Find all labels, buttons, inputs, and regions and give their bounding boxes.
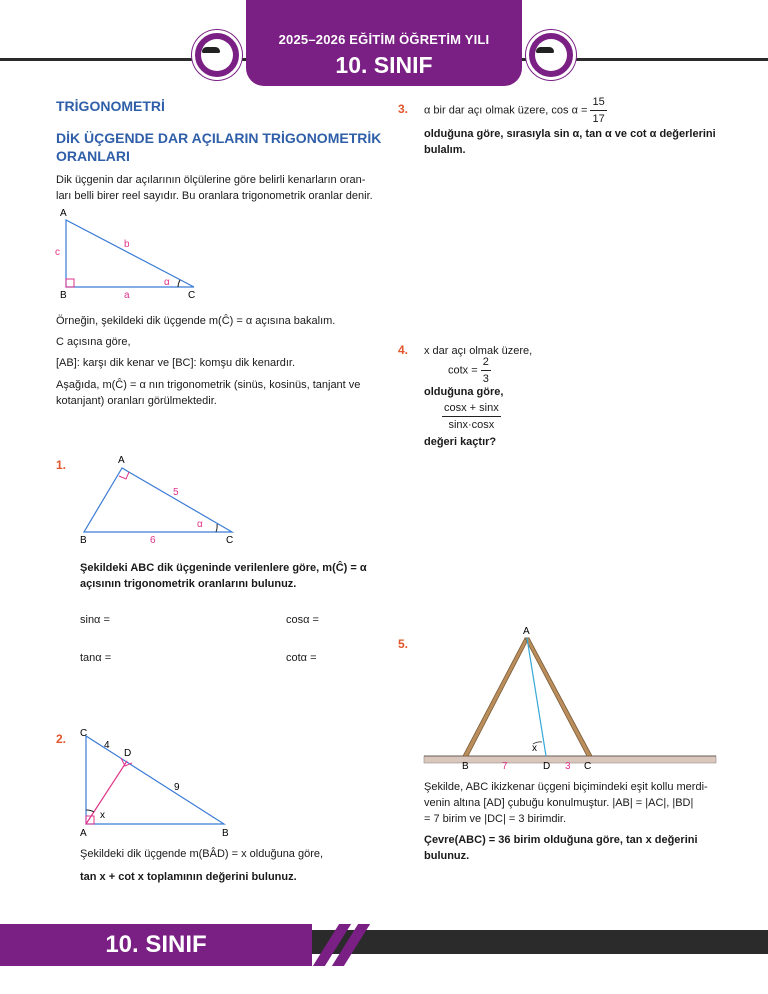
q1-cos: cosα =: [286, 614, 319, 626]
intro-line-2: ları belli birer reel sayıdır. Bu oranlara trigonometrik oranlar denir.: [56, 190, 373, 202]
q1-text-2: açısının trigonometrik oranlarını bulunuz.: [80, 578, 297, 590]
label-B: B: [60, 290, 67, 301]
q4-cot-fraction: [481, 354, 491, 387]
label-a: a: [124, 290, 130, 301]
q4-text-1: x dar açı olmak üzere,: [424, 345, 533, 357]
q5-text-2: venin altına [AD] çubuğu konulmuştur. |AB| = |AC|, |BD|: [424, 797, 694, 809]
intro-line-1: Dik üçgenin dar açılarının ölçülerine göre belirli kenarların oran-: [56, 174, 366, 186]
section-subtitle-1: DİK ÜÇGENDE DAR AÇILARIN TRİGONOMETRİK: [56, 130, 382, 146]
q5-label-A: A: [523, 626, 530, 637]
q5-text-4: Çevre(ABC) = 36 birim olduğuna göre, tan x değerini: [424, 834, 698, 846]
q4-expr-den: sinx·cosx: [448, 419, 495, 431]
q2-label-A: A: [80, 828, 87, 838]
q5-ladder-figure: [422, 624, 718, 772]
q1-side-6: 6: [150, 535, 156, 544]
q3-line-1: [424, 94, 607, 127]
q2-text-1: Şekildeki dik üçgende m(BÂD) = x olduğuna göre,: [80, 848, 324, 860]
q2-number: 2.: [56, 732, 67, 746]
q5-dc-3: 3: [565, 761, 571, 772]
section-title: TRİGONOMETRİ: [56, 98, 165, 114]
q2-text-2: tan x + cot x toplamının değerini bulunuz.: [80, 871, 297, 883]
q1-sin: sinα =: [80, 614, 110, 626]
q4-expr-fraction: [442, 400, 501, 433]
q3-number: 3.: [398, 102, 409, 116]
q5-text-1: Şekilde, ABC ikizkenar üçgeni biçimindeki eşit kollu merdi-: [424, 781, 708, 793]
explain-line-2: C açısına göre,: [56, 336, 131, 348]
q4-cot-pre: cotx =: [448, 364, 478, 377]
grade-title: 10. SINIF: [335, 52, 433, 78]
logo-badge-right: [526, 30, 576, 80]
q2-label-C: C: [80, 728, 88, 739]
q3-frac-num: 15: [590, 94, 606, 111]
label-C: C: [188, 290, 196, 301]
q4-text-3: değeri kaçtır?: [424, 436, 497, 448]
mustache-icon: [202, 47, 220, 53]
q1-side-5: 5: [173, 487, 179, 498]
q5-label-B: B: [462, 761, 469, 772]
q2-side-4: 4: [104, 740, 110, 751]
q4-text-2: olduğuna göre,: [424, 386, 504, 398]
mustache-icon: [536, 47, 554, 53]
q2-label-D: D: [124, 748, 132, 759]
q3-frac-den: 17: [592, 113, 605, 125]
q3-text-3: bulalım.: [424, 144, 466, 156]
q5-angle-x: x: [532, 743, 537, 754]
q2-side-9: 9: [174, 782, 180, 793]
q5-bd-7: 7: [502, 761, 508, 772]
intro-triangle-figure: [50, 205, 210, 305]
explain-line-3: [AB]: karşı dik kenar ve [BC]: komşu dik kenardır.: [56, 357, 296, 369]
q4-expr-num: cosx + sinx: [442, 400, 501, 417]
q3-text-pre: α bir dar açı olmak üzere, cos α =: [424, 104, 588, 117]
explain-line-5: kotanjant) oranları görülmektedir.: [56, 395, 217, 407]
q4-cot-line: [448, 354, 491, 387]
explain-line-1: Örneğin, şekildeki dik üçgende m(Ĉ) = α açısına bakalım.: [56, 315, 336, 327]
q2-label-B: B: [222, 828, 229, 838]
year-title: 2025–2026 EĞİTİM ÖĞRETİM YILI: [278, 32, 490, 47]
q2-angle-x: x: [100, 810, 105, 821]
q1-cot: cotα =: [286, 652, 317, 664]
q1-label-C: C: [226, 535, 234, 544]
q5-label-D: D: [543, 761, 551, 772]
explain-line-4: Aşağıda, m(Ĉ) = α nın trigonometrik (sinüs, kosinüs, tanjant ve: [56, 379, 361, 391]
q4-cot-num: 2: [481, 354, 491, 371]
label-A: A: [60, 208, 67, 219]
q2-triangle-figure: [74, 726, 244, 838]
label-c: c: [55, 247, 60, 258]
q1-number: 1.: [56, 458, 67, 472]
section-subtitle-2: ORANLARI: [56, 148, 130, 164]
q5-text-3: = 7 birim ve |DC| = 3 birimdir.: [424, 813, 567, 825]
label-alpha: α: [164, 277, 170, 288]
q5-number: 5.: [398, 637, 409, 651]
header-banner: [246, 0, 522, 86]
logo-badge-left: [192, 30, 242, 80]
q4-cot-den: 3: [482, 373, 489, 385]
q1-text-1: Şekildeki ABC dik üçgeninde verilenlere göre, m(Ĉ) = α: [80, 562, 367, 574]
q1-tan: tanα =: [80, 652, 112, 664]
label-b: b: [124, 239, 130, 250]
q3-fraction: [590, 94, 606, 127]
q4-expression: [442, 400, 501, 433]
footer-grade: 10. SINIF: [0, 924, 312, 966]
q1-label-A: A: [118, 455, 125, 466]
q1-triangle-figure: [76, 452, 246, 544]
q1-label-B: B: [80, 535, 87, 544]
q4-number: 4.: [398, 343, 409, 357]
q5-text-5: bulunuz.: [424, 850, 470, 862]
q1-alpha: α: [197, 519, 203, 530]
q3-text-2: olduğuna göre, sırasıyla sin α, tan α ve cot α değerlerini: [424, 128, 716, 140]
q5-label-C: C: [584, 761, 592, 772]
